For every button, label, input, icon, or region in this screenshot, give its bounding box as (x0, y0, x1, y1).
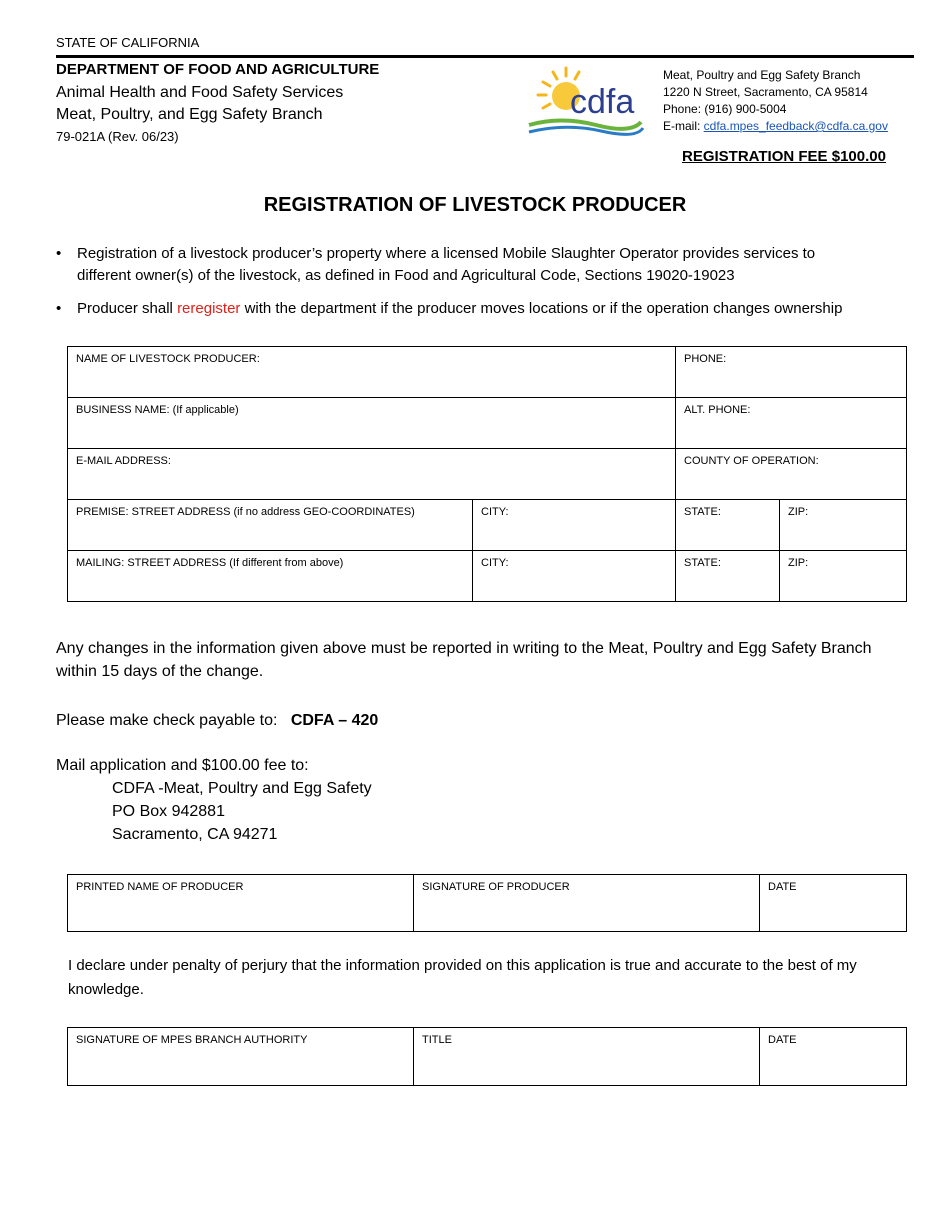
bullet-dot-icon: • (56, 245, 62, 262)
alt-phone-field[interactable]: ALT. PHONE: (676, 398, 907, 449)
perjury-declaration: I declare under penalty of perjury that the information provided on this application is true and accurate to the best of my knowledge. (68, 957, 857, 998)
authority-title-field[interactable]: TITLE (414, 1028, 760, 1086)
page-title: REGISTRATION OF LIVESTOCK PRODUCER (263, 194, 687, 216)
check-payable (56, 709, 896, 732)
bullet-text: Registration of a livestock producer’s property where a licensed Mobile Slaughter Operator provides services to different owner(s) of the livestock, as defined in Food and Agricultural Code, Sections 19020-19023 (77, 245, 816, 284)
branch-name: Meat, Poultry, and Egg Safety Branch (56, 106, 323, 123)
mail-address-line2: PO Box 942881 (112, 803, 225, 820)
county-field[interactable]: COUNTY OF OPERATION: (676, 449, 907, 500)
contact-email-line (663, 118, 888, 135)
contact-block (663, 67, 888, 135)
check-label: Please make check payable to: (56, 712, 278, 729)
premise-state-field[interactable]: STATE: (676, 500, 780, 551)
mail-address-line3: Sacramento, CA 94271 (112, 826, 278, 843)
authority-signature-form (67, 1027, 907, 1086)
producer-name-field[interactable]: NAME OF LIVESTOCK PRODUCER: (68, 347, 676, 398)
header-divider (56, 55, 914, 58)
mail-address-line1: CDFA -Meat, Poultry and Egg Safety (112, 780, 372, 797)
premise-zip-field[interactable]: ZIP: (780, 500, 907, 551)
contact-phone: Phone: (916) 900-5004 (663, 102, 787, 116)
producer-date-field[interactable]: DATE (760, 875, 907, 932)
premise-city-field[interactable]: CITY: (473, 500, 676, 551)
producer-signature-field[interactable]: SIGNATURE OF PRODUCER (414, 875, 760, 932)
printed-name-field[interactable]: PRINTED NAME OF PRODUCER (68, 875, 414, 932)
phone-field[interactable]: PHONE: (676, 347, 907, 398)
producer-signature-form (67, 874, 907, 932)
state-label: STATE OF CALIFORNIA (56, 35, 200, 50)
reregister-highlight: reregister (177, 300, 241, 317)
bullet-reregister (56, 298, 856, 320)
sun-logo-icon (526, 62, 646, 140)
bullet-registration (56, 243, 856, 287)
producer-info-form (67, 346, 907, 602)
contact-address: 1220 N Street, Sacramento, CA 95814 (663, 85, 868, 99)
email-label: E-mail: (663, 119, 704, 133)
form-number: 79-021A (Rev. 06/23) (56, 129, 179, 144)
email-link[interactable]: cdfa.mpes_feedback@cdfa.ca.gov (703, 119, 888, 133)
authority-date-field[interactable]: DATE (760, 1028, 907, 1086)
mail-label: Mail application and $100.00 fee to: (56, 757, 309, 774)
registration-fee: REGISTRATION FEE $100.00 (682, 148, 886, 165)
mailing-state-field[interactable]: STATE: (676, 551, 780, 602)
bullet-text: Producer shall reregister with the department if the producer moves locations or if the operation changes ownership (77, 300, 843, 317)
check-payee: CDFA – 420 (290, 712, 379, 729)
authority-signature-field[interactable]: SIGNATURE OF MPES BRANCH AUTHORITY (68, 1028, 414, 1086)
department-name: DEPARTMENT OF FOOD AND AGRICULTURE (56, 61, 380, 78)
cdfa-logo (526, 62, 646, 140)
mailing-zip-field[interactable]: ZIP: (780, 551, 907, 602)
premise-address-field[interactable]: PREMISE: STREET ADDRESS (if no address GEO-COORDINATES) (68, 500, 473, 551)
contact-branch: Meat, Poultry and Egg Safety Branch (663, 68, 861, 82)
email-field[interactable]: E-MAIL ADDRESS: (68, 449, 676, 500)
mailing-address-field[interactable]: MAILING: STREET ADDRESS (If different from above) (68, 551, 473, 602)
mail-instructions (56, 754, 896, 846)
logo-text: cdfa (570, 83, 635, 121)
mailing-city-field[interactable]: CITY: (473, 551, 676, 602)
bullet-dot-icon: • (56, 300, 62, 317)
changes-notice: Any changes in the information given above must be reported in writing to the Meat, Poultry and Egg Safety Branch within 15 days of the change. (56, 640, 872, 680)
division-name: Animal Health and Food Safety Services (56, 84, 344, 101)
business-name-field[interactable]: BUSINESS NAME: (If applicable) (68, 398, 676, 449)
